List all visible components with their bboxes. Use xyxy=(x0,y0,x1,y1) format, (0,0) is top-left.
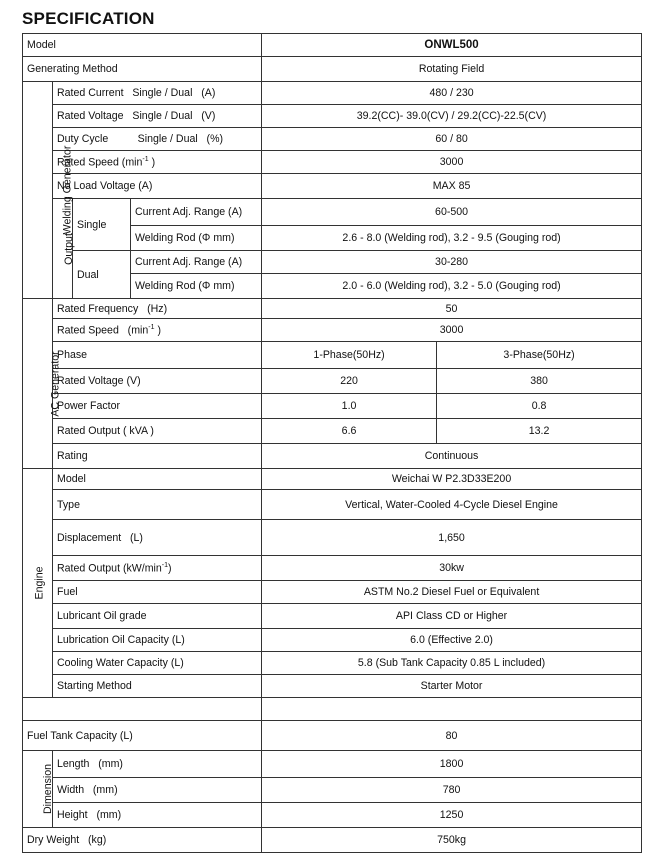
dimension-group: Dimension xyxy=(23,751,53,828)
engine-type-label: Type xyxy=(53,490,262,520)
rated-voltage-label: Rated Voltage Single / Dual (V) xyxy=(53,105,262,128)
dual-rod-value: 2.0 - 6.0 (Welding rod), 3.2 - 5.0 (Gouging rod) xyxy=(262,274,642,299)
power-factor-label: Power Factor xyxy=(53,394,262,419)
model-label: Model xyxy=(23,34,262,57)
length-label: Length (mm) xyxy=(53,751,262,778)
table-row xyxy=(23,751,642,778)
dual-current-label: Current Adj. Range (A) xyxy=(131,251,262,274)
table-row xyxy=(23,128,642,151)
table-row xyxy=(23,419,642,444)
ac-rated-speed-value: 3000 xyxy=(262,319,642,342)
rated-voltage-value: 39.2(CC)- 39.0(CV) / 29.2(CC)-22.5(CV) xyxy=(262,105,642,128)
ac-generator-group: AC Generator xyxy=(23,299,53,469)
table-row xyxy=(23,369,642,394)
engine-model-label: Model xyxy=(53,469,262,490)
table-row-blank xyxy=(23,698,642,721)
duty-cycle-value: 60 / 80 xyxy=(262,128,642,151)
welding-rated-speed-label: Rated Speed ($\min^{-1}$ ) xyxy=(53,151,262,174)
lubricant-value: API Class CD or Higher xyxy=(262,604,642,629)
table-row xyxy=(23,778,642,803)
lubricant-label: Lubricant Oil grade xyxy=(53,604,262,629)
page-title: SPECIFICATION xyxy=(22,9,155,28)
width-label: Width (mm) xyxy=(53,778,262,803)
table-row xyxy=(23,803,642,828)
table-row xyxy=(23,82,642,105)
single-rod-label: Welding Rod (Φ mm) xyxy=(131,226,262,251)
dual-current-value: 30-280 xyxy=(262,251,642,274)
single-current-value: 60-500 xyxy=(262,199,642,226)
lub-capacity-value: 6.0 (Effective 2.0) xyxy=(262,629,642,652)
engine-group: Engine xyxy=(23,469,53,698)
table-row xyxy=(23,444,642,469)
rating-value: Continuous xyxy=(262,444,642,469)
table-row xyxy=(23,319,642,342)
rated-frequency-label: Rated Frequency (Hz) xyxy=(53,299,262,319)
table-row xyxy=(23,675,642,698)
cooling-value: 5.8 (Sub Tank Capacity 0.85 L included) xyxy=(262,652,642,675)
starting-value: Starter Motor xyxy=(262,675,642,698)
width-value: 780 xyxy=(262,778,642,803)
single-current-label: Current Adj. Range (A) xyxy=(131,199,262,226)
table-row xyxy=(23,151,642,174)
table-row xyxy=(23,469,642,490)
duty-cycle-label: Duty Cycle Single / Dual (%) xyxy=(53,128,262,151)
blank-cell xyxy=(23,698,262,721)
fuel-value: ASTM No.2 Diesel Fuel or Equivalent xyxy=(262,581,642,604)
engine-type-value: Vertical, Water-Cooled 4-Cycle Diesel Engine xyxy=(262,490,642,520)
fuel-label: Fuel xyxy=(53,581,262,604)
cooling-label: Cooling Water Capacity (L) xyxy=(53,652,262,675)
table-row xyxy=(23,652,642,675)
table-row xyxy=(23,299,642,319)
ac-rated-output-label: Rated Output ( kVA ) xyxy=(53,419,262,444)
dry-weight-value: 750kg xyxy=(262,828,642,853)
no-load-voltage-value: MAX 85 xyxy=(262,174,642,199)
dual-rod-label: Welding Rod (Φ mm) xyxy=(131,274,262,299)
engine-rated-output-value: 30kw xyxy=(262,556,642,581)
lub-capacity-label: Lubrication Oil Capacity (L) xyxy=(53,629,262,652)
ac-rated-voltage-three: 380 xyxy=(437,369,642,394)
starting-label: Starting Method xyxy=(53,675,262,698)
power-factor-single: 1.0 xyxy=(262,394,437,419)
length-value: 1800 xyxy=(262,751,642,778)
height-label: Height (mm) xyxy=(53,803,262,828)
output-single-label: Single xyxy=(73,199,131,251)
table-row xyxy=(23,520,642,556)
height-value: 1250 xyxy=(262,803,642,828)
ac-rated-voltage-label: Rated Voltage (V) xyxy=(53,369,262,394)
rated-current-value: 480 / 230 xyxy=(262,82,642,105)
table-row xyxy=(23,490,642,520)
output-group: Output xyxy=(53,199,73,299)
table-row xyxy=(23,174,642,199)
output-dual-label: Dual xyxy=(73,251,131,299)
generating-method-value: Rotating Field xyxy=(262,57,642,82)
fuel-tank-value: 80 xyxy=(262,721,642,751)
rating-label: Rating xyxy=(53,444,262,469)
table-row xyxy=(23,394,642,419)
table-row xyxy=(23,581,642,604)
engine-rated-output-label: Rated Output $(kW/\min^{-1})$ xyxy=(53,556,262,581)
table-row xyxy=(23,57,642,82)
generating-method-label: Generating Method xyxy=(23,57,262,82)
table-row xyxy=(23,34,642,57)
table-row xyxy=(23,251,642,274)
engine-model-value: Weichai W P2.3D33E200 xyxy=(262,469,642,490)
single-rod-value: 2.6 - 8.0 (Welding rod), 3.2 - 9.5 (Gouging rod) xyxy=(262,226,642,251)
phase-three-value: 3-Phase(50Hz) xyxy=(437,342,642,369)
welding-generator-group: Welding Generator xyxy=(23,82,53,299)
model-value: ONWL500 xyxy=(262,34,642,57)
table-row xyxy=(23,199,642,226)
table-row xyxy=(23,556,642,581)
rated-current-label: Rated Current Single / Dual (A) xyxy=(53,82,262,105)
displacement-value: 1,650 xyxy=(262,520,642,556)
no-load-voltage-label: No Load Voltage (A) xyxy=(53,174,262,199)
dry-weight-label: Dry Weight (kg) xyxy=(23,828,262,853)
ac-rated-voltage-single: 220 xyxy=(262,369,437,394)
table-row xyxy=(23,629,642,652)
displacement-label: Displacement (L) xyxy=(53,520,262,556)
table-row xyxy=(23,721,642,751)
phase-single-value: 1-Phase(50Hz) xyxy=(262,342,437,369)
ac-rated-output-three: 13.2 xyxy=(437,419,642,444)
table-row xyxy=(23,828,642,853)
phase-label: Phase xyxy=(53,342,262,369)
power-factor-three: 0.8 xyxy=(437,394,642,419)
welding-rated-speed-value: 3000 xyxy=(262,151,642,174)
specification-table xyxy=(22,33,642,853)
blank-cell xyxy=(262,698,642,721)
table-row xyxy=(23,604,642,629)
ac-rated-speed-label: Rated Speed ($\min^{-1}$ ) xyxy=(53,319,262,342)
ac-rated-output-single: 6.6 xyxy=(262,419,437,444)
table-row xyxy=(23,342,642,369)
table-row xyxy=(23,105,642,128)
rated-frequency-value: 50 xyxy=(262,299,642,319)
fuel-tank-label: Fuel Tank Capacity (L) xyxy=(23,721,262,751)
